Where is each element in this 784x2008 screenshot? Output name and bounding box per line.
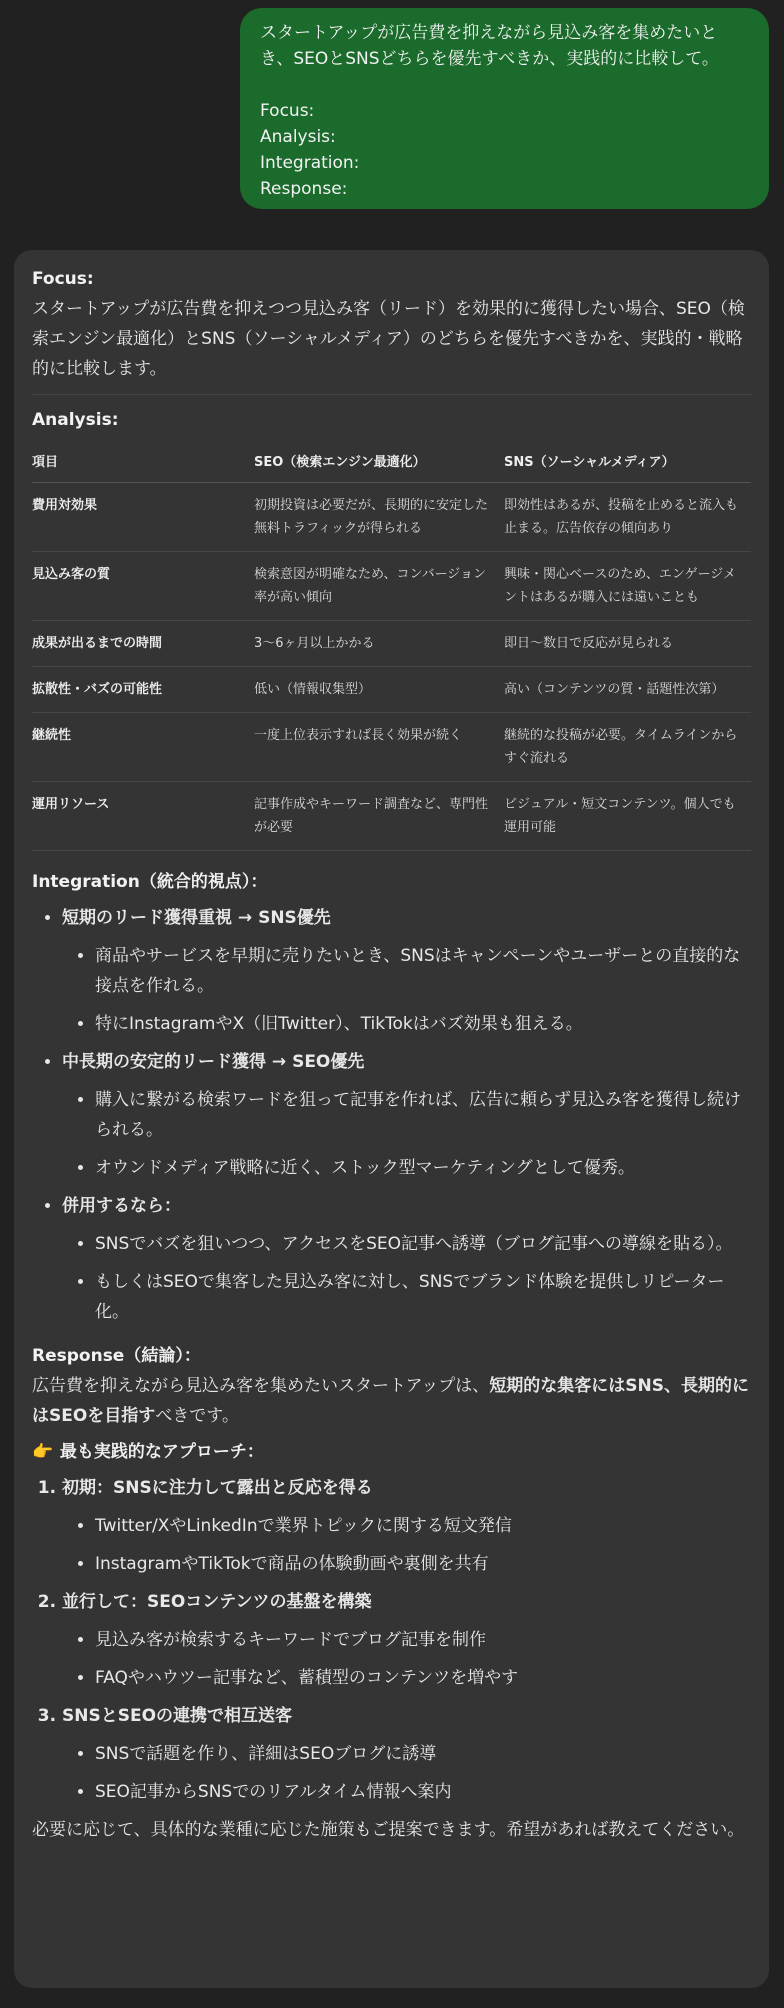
list-item: • SEO記事からSNSでのリアルタイム情報へ案内 [95, 1777, 751, 1807]
table-cell: ビジュアル・短文コンテンツ。個人でも運用可能 [504, 782, 751, 851]
user-message-focus: Focus: [260, 101, 315, 121]
table-row [32, 552, 751, 621]
table-header-row [32, 443, 751, 483]
table-header: SNS（ソーシャルメディア） [504, 443, 751, 483]
table-cell: 運用リソース [32, 782, 254, 851]
approach-heading: 最も実践的なアプローチ： [59, 1442, 264, 1462]
list-item: • オウンドメディア戦略に近く、ストック型マーケティングとして優秀。 [95, 1153, 751, 1183]
user-message-line: スタートアップが広告費を抑えながら見込み客を集めたいと [260, 23, 718, 43]
table-cell: 費用対効果 [32, 483, 254, 552]
table-cell: 即効性はあるが、投稿を止めると流入も止まる。広告依存の傾向あり [504, 483, 751, 552]
table-cell: 検索意図が明確なため、コンバージョン率が高い傾向 [254, 552, 504, 621]
list-item: • Twitter/XやLinkedInで業界トピックに関する短文発信 [95, 1511, 751, 1541]
list-item: • FAQやハウツー記事など、蓄積型のコンテンツを増やす [95, 1663, 751, 1693]
table-row [32, 667, 751, 713]
list-item-title: 併用するなら： [62, 1196, 181, 1216]
user-message-line: き、SEOとSNSどちらを優先すべきか、実践的に比較して。 [260, 49, 719, 69]
approach-heading-row [32, 1437, 751, 1467]
table-row [32, 483, 751, 552]
table-row [32, 713, 751, 782]
user-message-response: Response: [260, 179, 348, 199]
response-heading: Response（結論）： [32, 1346, 201, 1366]
response-text-bold: 短期的な集客にはSNS、長期的にはSEOを目指す [32, 1376, 750, 1426]
list-item [62, 1587, 751, 1693]
list-item [62, 1701, 751, 1807]
table-row [32, 621, 751, 667]
table-cell: 3〜6ヶ月以上かかる [254, 621, 504, 667]
user-message-analysis: Analysis: [260, 127, 336, 147]
table-cell: 一度上位表示すれば長く効果が続く [254, 713, 504, 782]
list-item: • 購入に繋がる検索ワードを狙って記事を作れば、広告に頼らず見込み客を獲得し続けられる。 [95, 1085, 751, 1145]
table-cell: 低い（情報収集型） [254, 667, 504, 713]
step-title: SNSとSEOの連携で相互送客 [62, 1706, 293, 1726]
user-message-bubble [240, 8, 769, 209]
analysis-heading: Analysis: [32, 410, 119, 430]
table-cell: 拡散性・バズの可能性 [32, 667, 254, 713]
list-item [62, 1473, 751, 1579]
list-item: • 見込み客が検索するキーワードでブログ記事を制作 [95, 1625, 751, 1655]
table-cell: 即日〜数日で反応が見られる [504, 621, 751, 667]
table-cell: 初期投資は必要だが、長期的に安定した無料トラフィックが得られる [254, 483, 504, 552]
table-header: 項目 [32, 443, 254, 483]
table-cell: 成果が出るまでの時間 [32, 621, 254, 667]
list-item [62, 1191, 751, 1327]
list-item [62, 1047, 751, 1183]
table-header: SEO（検索エンジン最適化） [254, 443, 504, 483]
table-cell: 継続性 [32, 713, 254, 782]
table-cell: 高い（コンテンツの質・話題性次第） [504, 667, 751, 713]
response-text [32, 1371, 751, 1431]
table-cell: 見込み客の質 [32, 552, 254, 621]
step-title: 並行して：SEOコンテンツの基盤を構築 [62, 1592, 372, 1612]
list-item: • もしくはSEOで集客した見込み客に対し、SNSでブランド体験を提供しリピーター化。 [95, 1267, 751, 1327]
user-message-integration: Integration: [260, 153, 360, 173]
step-title: 初期：SNSに注力して露出と反応を得る [62, 1478, 373, 1498]
list-item: • 特にInstagramやX（旧Twitter）、TikTokはバズ効果も狙える。 [95, 1009, 751, 1039]
integration-list [32, 903, 751, 1327]
table-cell: 継続的な投稿が必要。タイムラインからすぐ流れる [504, 713, 751, 782]
focus-heading: Focus: [32, 269, 94, 289]
table-cell: 記事作成やキーワード調査など、専門性が必要 [254, 782, 504, 851]
pointing-hand-icon: 👉 [32, 1442, 54, 1462]
list-item: • SNSでバズを狙いつつ、アクセスをSEO記事へ誘導（ブログ記事への導線を貼る）。 [95, 1229, 751, 1259]
integration-heading: Integration（統合的視点）： [32, 872, 268, 892]
list-item: • SNSで話題を作り、詳細はSEOブログに誘導 [95, 1739, 751, 1769]
table-cell: 興味・関心ベースのため、エンゲージメントはあるが購入には遠いことも [504, 552, 751, 621]
focus-text: スタートアップが広告費を抑えつつ見込み客（リード）を効果的に獲得したい場合、SEO（検索エンジン最適化）とSNS（ソーシャルメディア）のどちらを優先すべきかを、実践的・戦略的に比較します。 [32, 299, 745, 379]
list-item: • 商品やサービスを早期に売りたいとき、SNSはキャンペーンやユーザーとの直接的な接点を作れる。 [95, 941, 751, 1001]
response-text-post: べきです。 [155, 1406, 239, 1426]
steps-list [32, 1473, 751, 1807]
comparison-table [32, 443, 751, 851]
list-item [62, 903, 751, 1039]
list-item: • InstagramやTikTokで商品の体験動画や裏側を共有 [95, 1549, 751, 1579]
divider [32, 394, 751, 395]
closing-text: 必要に応じて、具体的な業種に応じた施策もご提案できます。希望があれば教えてください。 [32, 1820, 745, 1840]
table-row [32, 782, 751, 851]
assistant-message [14, 250, 769, 1988]
list-item-title: 中長期の安定的リード獲得 → SEO優先 [62, 1052, 365, 1072]
response-text-pre: 広告費を抑えながら見込み客を集めたいスタートアップは、 [32, 1376, 490, 1396]
list-item-title: 短期のリード獲得重視 → SNS優先 [62, 908, 331, 928]
